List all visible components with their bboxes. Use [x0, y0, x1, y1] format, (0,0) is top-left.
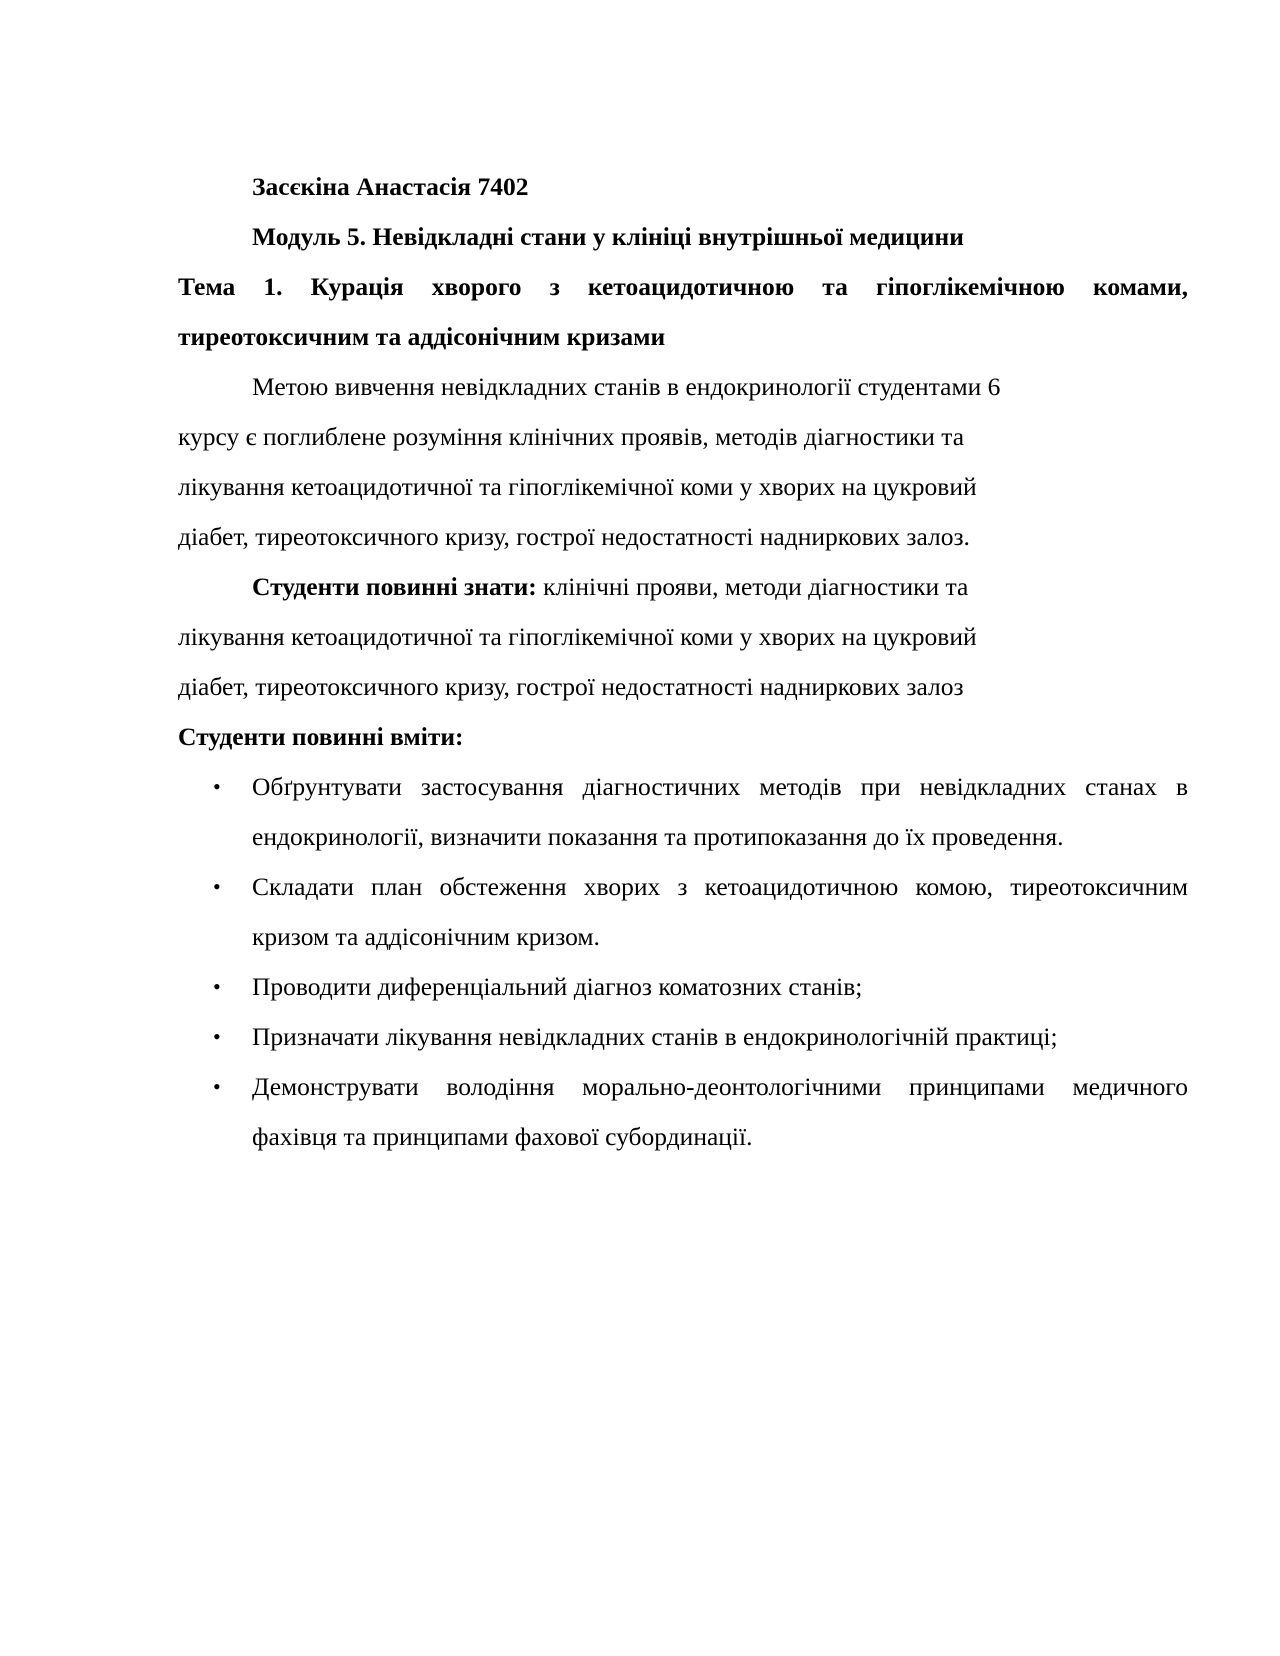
bullet-icon: •: [213, 874, 221, 899]
bullet-icon: •: [213, 1074, 221, 1099]
topic-title: Тема 1. Курація хворого з кетоацидотичною та гіпоглікемічною комами, тиреотоксичним та аддісонічним кризами: [178, 272, 1188, 351]
know-line-1: [178, 562, 1188, 612]
skill-item: [178, 1012, 1188, 1062]
know-text: клінічні прояви, методи діагностики та: [536, 572, 969, 601]
skill-item: [178, 1062, 1188, 1162]
document-page: [178, 162, 1188, 1162]
bullet-icon: •: [213, 1024, 221, 1049]
can-label: Студенти повинні вміти:: [178, 722, 464, 751]
goal-line-1: Метою вивчення невідкладних станів в ендокринології студентами 6: [252, 372, 1001, 401]
goal-line-2: курсу є поглиблене розуміння клінічних проявів, методів діагностики та: [178, 422, 965, 451]
goal-line-4: діабет, тиреотоксичного кризу, гострої недостатності наднирковиx залоз.: [178, 522, 970, 551]
goal-line-3: лікування кетоацидотичної та гіпоглікемічної коми у хворих на цукровий: [178, 472, 977, 501]
know-label: Студенти повинні знати:: [252, 572, 537, 601]
skill-item: [178, 762, 1188, 862]
skill-text: Демонструвати володіння морально-деонтологічними принципами медичного фахівця та принципами фахової субординації.: [252, 1072, 1188, 1151]
bullet-icon: •: [213, 774, 221, 799]
skill-text: Обґрунтувати застосування діагностичних методів при невідкладних станах в ендокринології, визначити показання та протипоказання до їх проведення.: [252, 772, 1188, 851]
skill-item: [178, 962, 1188, 1012]
skill-item: [178, 862, 1188, 962]
know-line-2: лікування кетоацидотичної та гіпоглікемічної коми у хворих на цукровий: [178, 622, 977, 651]
skill-text: Складати план обстеження хворих з кетоацидотичною комою, тиреотоксичним кризом та аддісонічним кризом.: [252, 872, 1188, 951]
skill-text: Призначати лікування невідкладних станів в ендокринологічній практиці;: [252, 1022, 1058, 1051]
skills-list: [178, 762, 1188, 1162]
know-line-3: діабет, тиреотоксичного кризу, гострої недостатності наднирковиx залоз: [178, 672, 964, 701]
skill-text: Проводити диференціальний діагноз коматозних станів;: [252, 972, 863, 1001]
bullet-icon: •: [213, 974, 221, 999]
module-title: Модуль 5. Невідкладні стани у клініці внутрішньої медицини: [252, 222, 964, 251]
author-line: Засєкіна Анастасія 7402: [252, 172, 529, 201]
